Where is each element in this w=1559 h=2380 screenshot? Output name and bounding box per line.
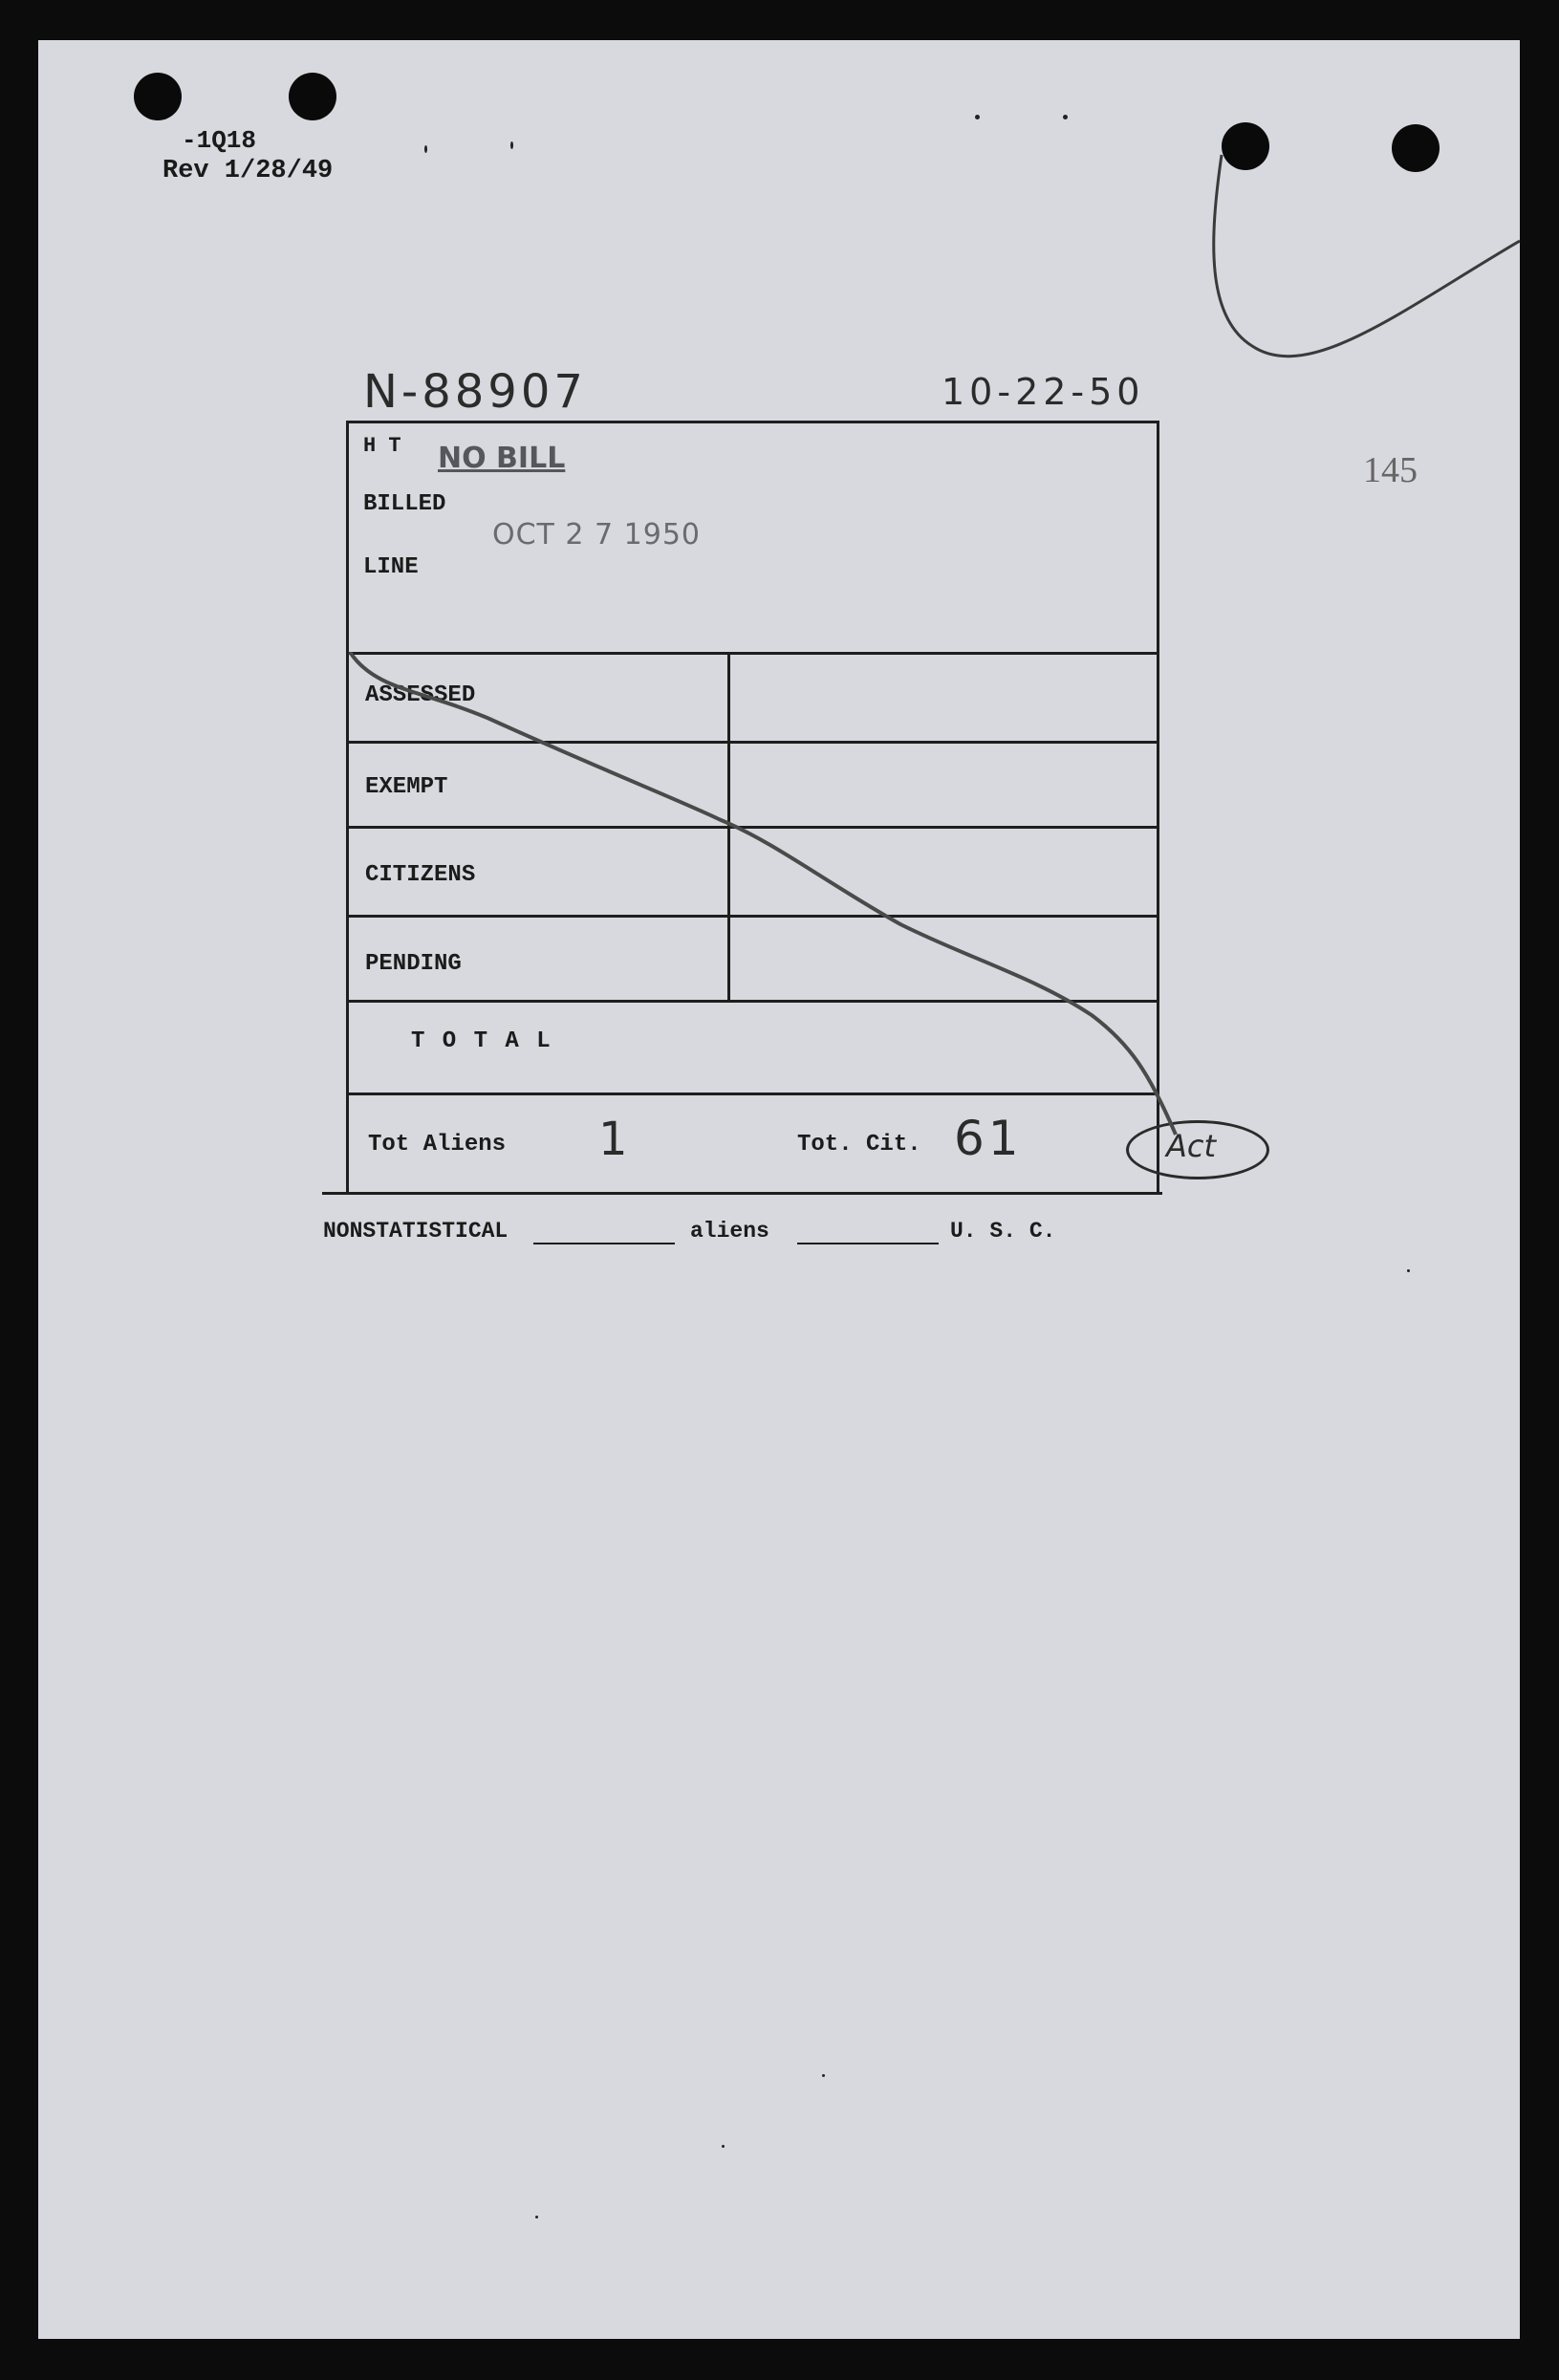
aliens-label: aliens	[690, 1219, 769, 1244]
line-label: LINE	[363, 554, 419, 580]
tot-cit-label: Tot. Cit.	[797, 1132, 921, 1158]
punch-hole-left-1	[134, 73, 182, 120]
form-revision: Rev 1/28/49	[162, 157, 334, 185]
document-page	[38, 40, 1520, 2339]
strikethrough-line	[346, 652, 1187, 1149]
row-label-assessed: ASSESSED	[365, 682, 476, 708]
total-label: T O T A L	[411, 1028, 552, 1054]
speck	[1063, 115, 1068, 119]
row-label-citizens: CITIZENS	[365, 862, 476, 888]
speck	[510, 141, 513, 149]
tot-aliens-label: Tot Aliens	[368, 1132, 507, 1158]
usc-label: U. S. C.	[950, 1219, 1056, 1244]
speck	[424, 145, 427, 153]
grid-line	[322, 1192, 1162, 1195]
page-number: 145	[1363, 450, 1418, 490]
pencil-curve-mark	[1204, 107, 1520, 413]
speck	[822, 2074, 825, 2077]
tot-aliens-value: 1	[598, 1113, 628, 1166]
nonstatistical-blank	[533, 1243, 675, 1244]
row-label-pending: PENDING	[365, 951, 462, 977]
row-label-exempt: EXEMPT	[365, 774, 448, 800]
speck	[722, 2145, 725, 2148]
aliens-blank	[797, 1243, 939, 1244]
speck	[1407, 1269, 1410, 1272]
billed-label: BILLED	[363, 491, 446, 517]
no-bill-stamp: NO BILL	[438, 442, 566, 475]
nonstatistical-label: NONSTATISTICAL	[323, 1219, 509, 1244]
speck	[535, 2216, 538, 2218]
form-code: -1Q18	[182, 126, 257, 155]
ht-label: H T	[363, 434, 401, 458]
billed-date-stamp: OCT 2 7 1950	[492, 518, 702, 552]
tot-cit-value: 61	[954, 1111, 1023, 1166]
case-number: N-88907	[363, 365, 587, 419]
initials: Act	[1166, 1128, 1217, 1164]
handwritten-date: 10-22-50	[942, 371, 1145, 413]
punch-hole-left-2	[289, 73, 336, 120]
speck	[975, 115, 980, 119]
